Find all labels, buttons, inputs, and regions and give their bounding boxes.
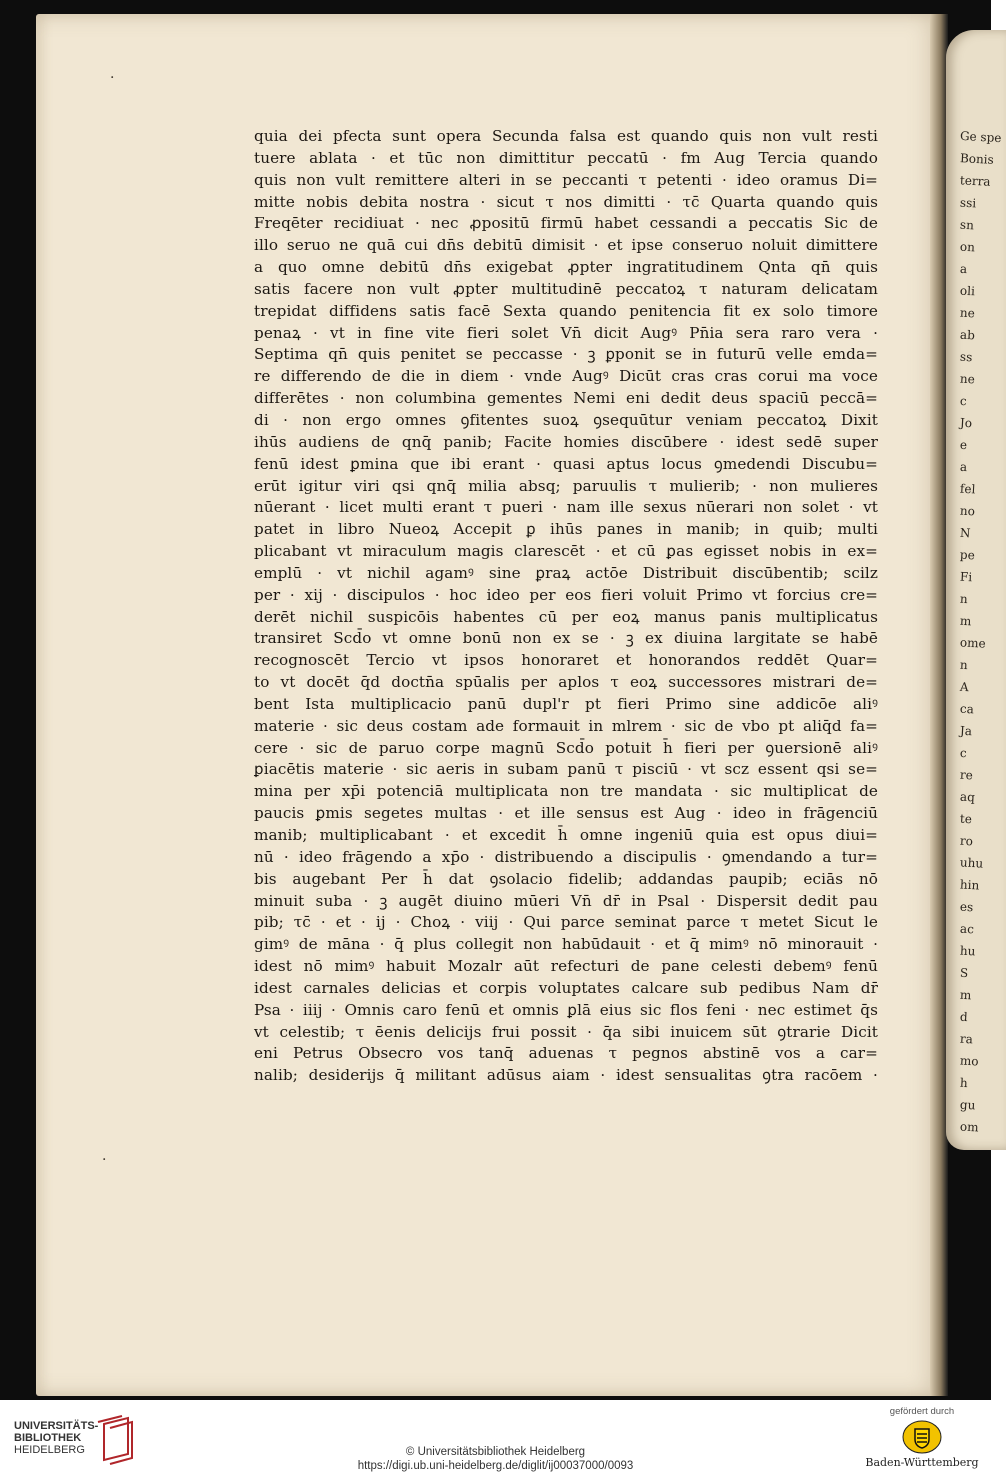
text-line: illo seruo ne quā cui dn̄s debitū dimisit · et ipse conseruo noluit dimittere	[254, 236, 878, 255]
adjacent-page-fragment: a	[959, 459, 968, 475]
adjacent-page-fragment: on	[959, 239, 976, 255]
adjacent-page-fragment: no	[959, 503, 976, 519]
adjacent-page-fragment: S	[959, 965, 969, 981]
text-line: nū · ideo frāgendo a xp̄o · distribuendo a discipulis · ꝯmendando a tur=	[254, 847, 878, 866]
adjacent-page-fragment: Fi	[959, 569, 973, 585]
text-line: nalib; desiderijs q̄ militant adūsus aiam · idest sensualitas ꝯtra racōem ·	[254, 1066, 878, 1085]
adjacent-page-fragment: ne	[959, 305, 976, 321]
text-line: a quo omne debitū dn̄s exigebat ꝓpter ingratitudinem Qnta qn̄ quis	[254, 258, 878, 277]
adjacent-page-fragment: d	[959, 1009, 969, 1025]
adjacent-page-fragment: e	[959, 437, 968, 453]
adjacent-page-fragment: uhu	[959, 855, 984, 871]
library-name-line: HEIDELBERG	[14, 1444, 85, 1456]
text-line: paucis ꝑmis segetes multas · et ille sensus est Aug · ideo in frāgenciū	[254, 804, 878, 823]
adjacent-page-fragment: Ge spe	[959, 128, 1002, 146]
text-line: materie · sic deus costam ade formauit in mlrem · sic de vbo pt aliq̄d fa=	[254, 716, 878, 735]
text-line: bent Ista multiplicacio panū dupl'r pt fieri Primo sine addicōe aliꝰ	[254, 694, 878, 713]
adjacent-page-edge	[946, 30, 1006, 1150]
text-line: per · xij · discipulos · hoc ideo per eos fieri voluit Primo vt forcius cre=	[254, 585, 878, 604]
text-line: differētes · non columbina gementes Nemi eni dedit deus spaciū peccā=	[254, 389, 878, 408]
adjacent-page-fragment: m	[959, 987, 972, 1003]
adjacent-page-fragment: c	[959, 393, 968, 409]
text-line: mitte nobis debita nostra · sicut τ nos dimitti · τc̄ Quarta quando quis	[254, 192, 878, 211]
text-line: recognoscēt Tercio vt ipsos honoraret et honorandos reddēt Quar=	[254, 651, 878, 670]
library-name-line: UNIVERSITÄTS-	[14, 1420, 99, 1432]
text-line: manib; multiplicabant · et excedit h̄ omne ingeniū quia est opus diui=	[254, 826, 878, 844]
page-text	[254, 126, 878, 1087]
text-line: eni Petrus Obsecro vos tanq̄ aduenas τ pegnos abstinē vos a car=	[254, 1044, 878, 1063]
text-line: plicabant vt miraculum magis clarescēt · et cū ꝑas egisset nobis in ex=	[254, 542, 878, 561]
adjacent-page-fragment: oli	[959, 283, 976, 299]
text-line: transiret Scd̄o vt omne bonū non ex se · ꝫ ex diuina largitate se habē	[254, 629, 878, 648]
adjacent-page-fragment: mo	[959, 1053, 979, 1069]
text-line: satis facere non vult ꝓpter multitudinē peccatoꝝ τ naturam delicatam	[254, 279, 878, 298]
adjacent-page-fragment: pe	[959, 547, 976, 563]
adjacent-page-fragment: h	[959, 1075, 969, 1091]
text-line: gimꝰ de māna · q̄ plus collegit non habūdauit · et q̄ mimꝰ nō minorauit ·	[254, 935, 878, 954]
library-name-line: BIBLIOTHEK	[14, 1432, 82, 1444]
adjacent-page-fragment: te	[959, 811, 973, 827]
text-line: Psa · iiij · Omnis caro fenū et omnis ꝑlā eius sic flos feni · nec estimet q̄s	[254, 1000, 878, 1019]
adjacent-page-fragment: c	[959, 745, 968, 761]
adjacent-page-fragment: hin	[959, 877, 980, 893]
text-line: vt celestib; τ ēenis delicijs frui possit · q̄a sibi inuicem sūt ꝯtrarie Dicit	[254, 1022, 878, 1041]
adjacent-page-fragment: es	[959, 899, 974, 915]
text-line: idest nō mimꝰ habuit Mozalr aūt refecturi de pane celesti debemꝰ fenū	[254, 957, 878, 976]
adjacent-page-fragment: n	[959, 591, 969, 607]
adjacent-page-fragment: om	[959, 1119, 979, 1135]
text-line: ihūs audiens de qnq̄ panib; Facite homies discūbere · idest sedē super	[254, 432, 878, 451]
text-line: patet in libro Nueoꝝ Accepit ꝑ ihūs panes in manib; in quib; multi	[254, 520, 878, 539]
text-line: derēt nichil suspicōis habentes cū per eoꝝ manus panis multiplicatus	[254, 607, 878, 626]
adjacent-page-fragment: ab	[959, 327, 976, 343]
funded-by-label: gefördert durch	[889, 1406, 955, 1417]
text-line: re differendo de die in diem · vnde Augꝰ Dicūt cras cras corui ma voce	[254, 367, 878, 386]
adjacent-page-fragment: fel	[959, 481, 976, 497]
text-line: mina per xp̄i potenciā multiplicata non tre mandata · sic multiplicat de	[254, 782, 878, 801]
text-line: bis augebant Per h̄ dat ꝯsolacio fidelib; addandas paupib; eciās nō	[254, 869, 878, 888]
adjacent-page-fragment: ss	[959, 349, 973, 365]
adjacent-page-fragment: N	[959, 525, 971, 541]
adjacent-page-fragment: terra	[959, 173, 991, 189]
adjacent-page-fragment: n	[959, 657, 969, 673]
adjacent-page-fragment: A	[959, 679, 970, 695]
text-line: quis non vult remittere alteri in se peccanti τ petenti · ideo oramus Di=	[254, 170, 878, 189]
adjacent-page-fragment: ome	[959, 635, 987, 651]
text-line: nūerant · licet multi erant τ pueri · nam ille sexus nūerari non solet · vt	[254, 498, 878, 517]
text-line: ꝑiacētis materie · sic aeris in subam panū τ pisciū · vt scz essent qsi se=	[254, 760, 878, 779]
text-line: tuere ablata · et tūc non dimittitur peccatū · fm Aug Tercia quando	[254, 148, 878, 167]
permalink-url[interactable]: https://digi.ub.uni-heidelberg.de/diglit/ij00037000/0093	[357, 1460, 634, 1472]
text-line: to vt docēt q̄d doctn̄a spūalis per aplos τ eoꝝ successores mistrari de=	[254, 673, 878, 692]
adjacent-page-fragment: m	[959, 613, 972, 629]
adjacent-page-fragment: a	[959, 261, 968, 277]
text-line: trepidat diffidens satis facē Sexta quando penitencia fit ex solo timore	[254, 301, 878, 320]
adjacent-page-fragment: hu	[959, 943, 976, 959]
text-line: quia dei pfecta sunt opera Secunda falsa est quando quis non vult resti	[254, 127, 878, 145]
text-line: minuit suba · ꝫ augēt diuino mūeri Vn̄ dr̄ in Psal · Dispersit dedit pau	[254, 891, 878, 910]
copyright-text: © Universitätsbibliothek Heidelberg	[405, 1446, 586, 1458]
adjacent-page-fragment: re	[959, 767, 974, 783]
adjacent-page-fragment: sn	[959, 217, 975, 233]
text-line: penaꝝ · vt in fine vite fieri solet Vn̄ dicit Augꝰ Pn̄ia sera raro vera ·	[254, 323, 878, 342]
text-line: cere · sic de paruo corpe magnū Scd̄o potuit h̄ fieri per ꝯuersionē aliꝰ	[254, 738, 878, 757]
adjacent-page-fragment: ro	[959, 833, 974, 849]
text-line: Freqēter recidiuat · nec ꝓpositū firmū habet cessandi a peccatis Sic de	[254, 214, 878, 233]
funder-name: Baden-Württemberg	[865, 1456, 979, 1469]
text-line: di · non ergo omnes ꝯfitentes suoꝝ ꝯsequūtur veniam peccatoꝝ Dixit	[254, 410, 878, 429]
text-line: pib; τc̄ · et · ij · Choꝝ · viij · Qui parce seminat parce τ metet Sicut le	[254, 913, 878, 932]
adjacent-page-fragment: Ja	[959, 723, 973, 739]
adjacent-page-fragment: ac	[959, 921, 975, 937]
adjacent-page-fragment: gu	[959, 1097, 976, 1113]
adjacent-page-fragment: ne	[959, 371, 976, 387]
adjacent-page-fragment: ca	[959, 701, 975, 717]
adjacent-page-fragment: aq	[959, 789, 976, 805]
adjacent-page-fragment: ra	[959, 1031, 974, 1047]
text-line: Septima qn̄ quis penitet se peccasse · ꝫ ꝑponit se in futurū velle emda=	[254, 345, 878, 364]
text-line: idest carnales delicias et corpis voluptates calcare sub pedibus Nam dr̄	[254, 978, 878, 997]
coat-of-arms-icon	[902, 1420, 942, 1454]
adjacent-page-fragment: Bonis	[959, 151, 995, 167]
text-line: erūt igitur viri qsi qnq̄ milia absq; paruulis τ mulierib; · non mulieres	[254, 476, 878, 495]
adjacent-page-fragment: ssi	[959, 195, 977, 211]
margin-mark: ·	[110, 70, 115, 86]
adjacent-page-fragment: Jo	[959, 415, 973, 431]
text-line: fenū idest ꝑmina que ibi erant · quasi aptus locus ꝯmedendi Discubu=	[254, 454, 878, 473]
margin-mark: ·	[102, 1152, 107, 1168]
text-line: emplū · vt nichil agamꝰ sine ꝑraꝝ actōe Distribuit discūbentib; scilz	[254, 563, 878, 582]
